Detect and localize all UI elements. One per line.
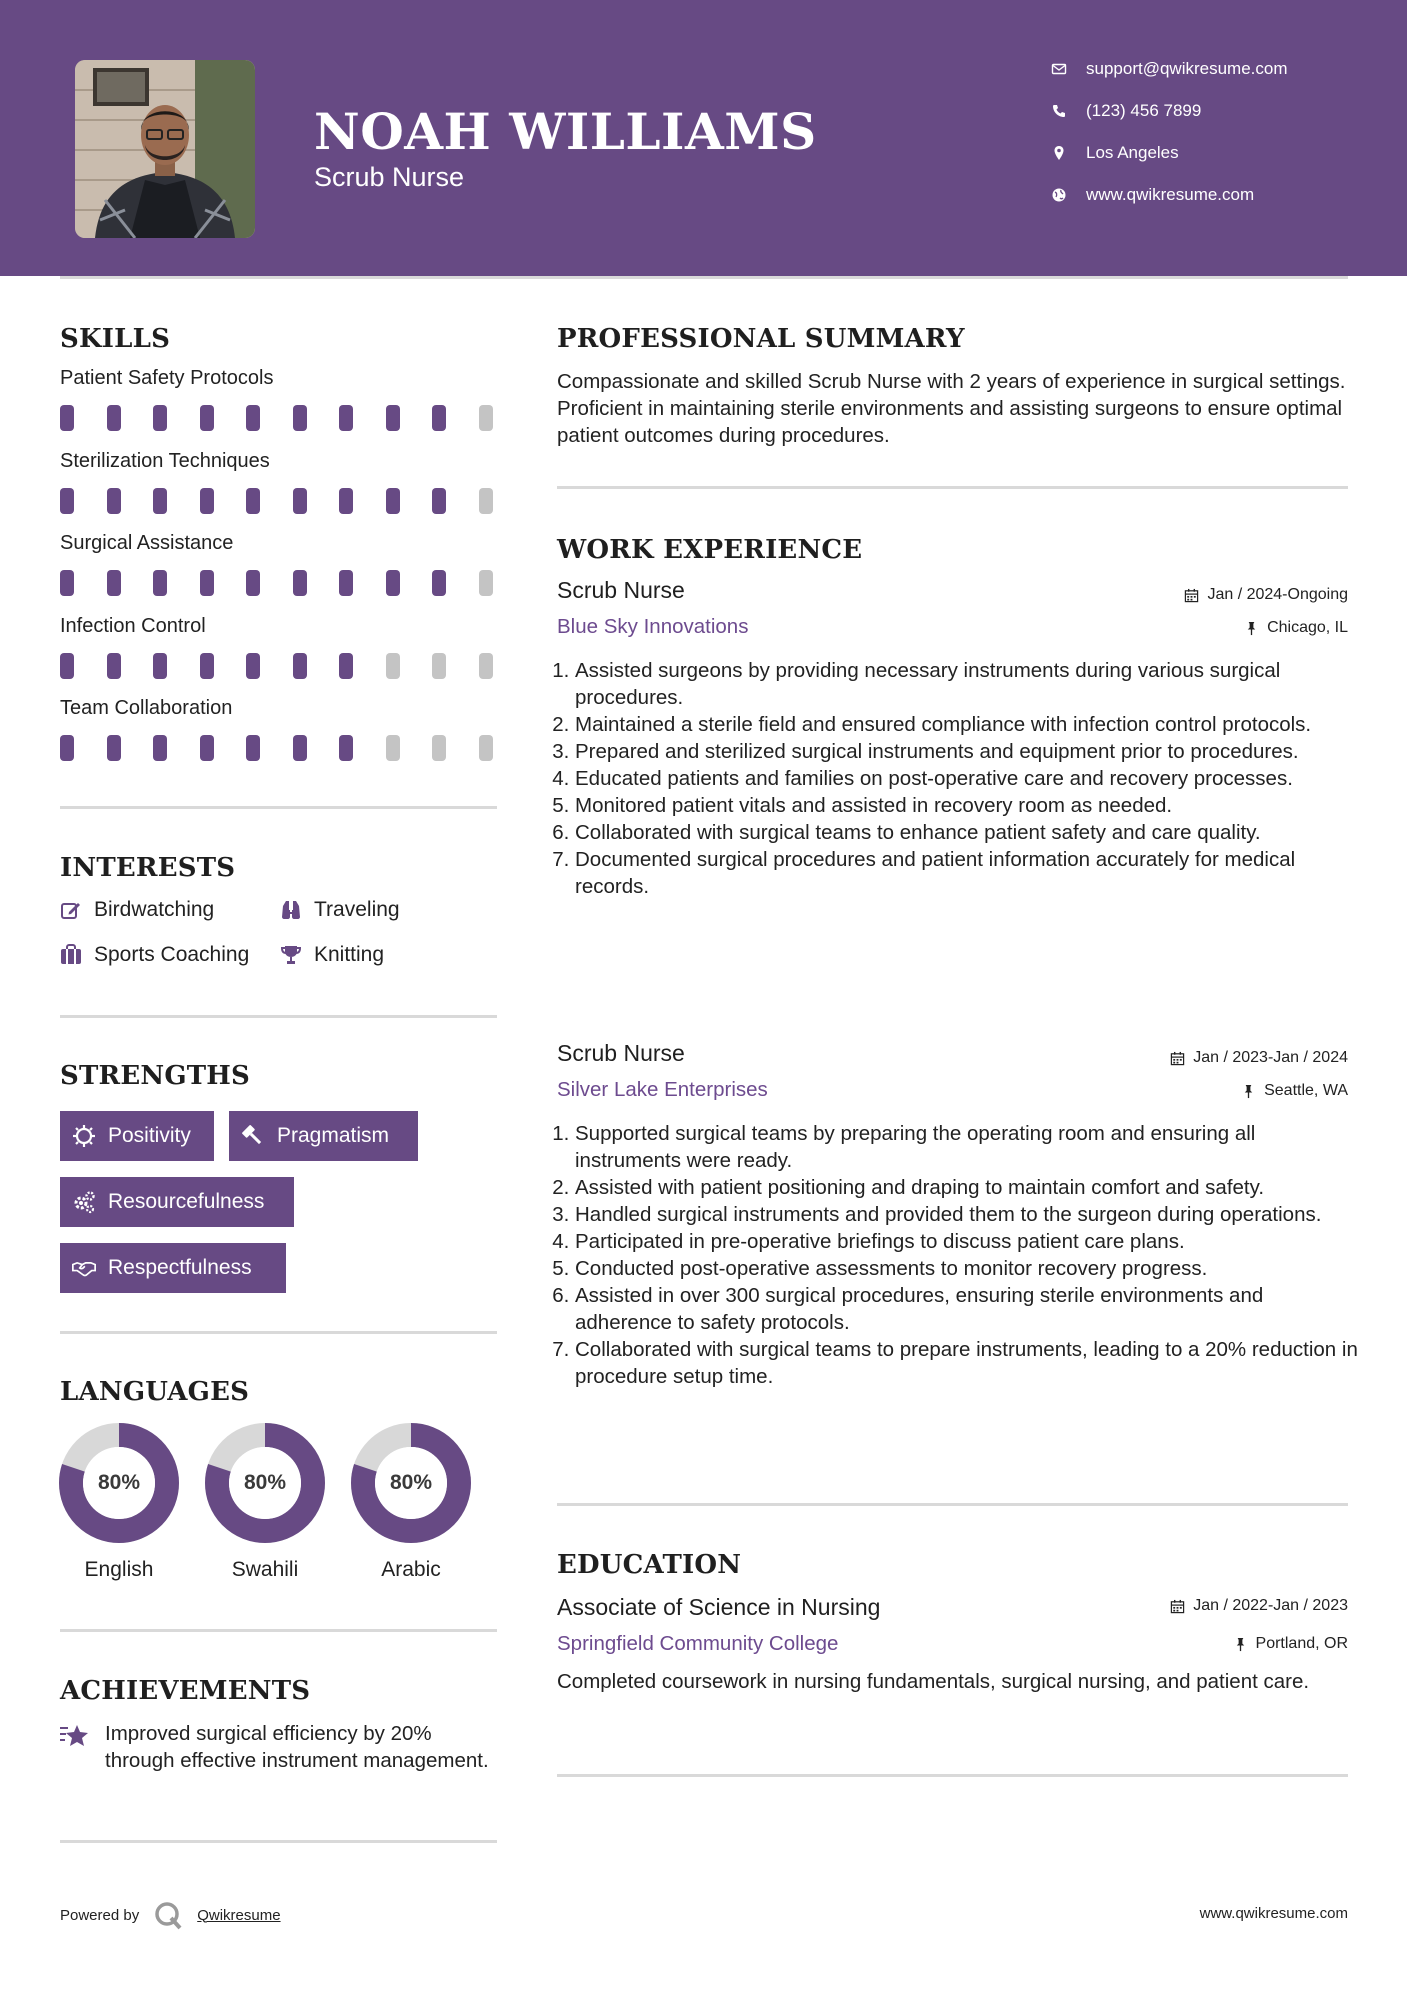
experience-heading: WORK EXPERIENCE [557,535,863,565]
interest-label: Birdwatching [94,898,215,921]
contact-website-text: www.qwikresume.com [1086,185,1255,204]
skill-dot-filled [60,405,74,431]
skill-dot-filled [386,570,400,596]
education-location-text: Portland, OR [1255,1635,1348,1652]
skill-dot-filled [432,405,446,431]
skill-dot-filled [60,488,74,514]
education-date-text: Jan / 2022-Jan / 2023 [1193,1597,1348,1614]
skill-dot-filled [60,570,74,596]
strength-label: Pragmatism [277,1124,390,1147]
education-description: Completed coursework in nursing fundamentals, surgical nursing, and patient care. [557,1670,1310,1693]
gears-icon [72,1190,96,1214]
calendar-icon [1170,1051,1185,1066]
strength-badge [229,1111,418,1161]
contact-location-text: Los Angeles [1086,143,1179,162]
qwikresume-logo-icon [153,1900,183,1930]
summary-heading: PROFESSIONAL SUMMARY [557,324,965,354]
skill-dot-filled [339,735,353,761]
skill-dot-filled [339,653,353,679]
summary-text: Compassionate and skilled Scrub Nurse with 2 years of experience in surgical settings. Proficient in maintaining sterile environments and assisting surgeons to ensure optimal patient outcomes during procedures. [557,370,1346,447]
map-marker-icon [1050,144,1068,162]
skill-dot-filled [246,735,260,761]
contact-phone-text: (123) 456 7899 [1086,101,1202,120]
job-bullet: 2. Assisted with patient positioning and draping to maintain comfort and safety. [575,1174,1365,1201]
languages-divider [60,1629,497,1632]
job-title: Scrub Nurse [557,577,685,603]
skill-dot-empty [479,735,493,761]
skill-dot-filled [107,653,121,679]
job-bullets [557,657,1365,900]
skill-dot-filled [107,735,121,761]
skill-dot-filled [339,488,353,514]
language-ring [203,1421,327,1545]
language-label: Swahili [231,1558,299,1581]
skill-dot-filled [246,405,260,431]
skill-dot-empty [432,653,446,679]
skills-divider [60,806,497,809]
education-heading: EDUCATION [557,1550,742,1580]
job-date [1184,586,1348,604]
skill-dot-empty [479,488,493,514]
gavel-icon [241,1124,265,1148]
globe-icon [1050,186,1068,204]
contact-phone[interactable] [1050,99,1380,123]
strength-badge [60,1243,286,1293]
contact-email-text: support@qwikresume.com [1086,59,1288,78]
job-bullet: 7. Collaborated with surgical teams to prepare instruments, leading to a 20% reduction in procedure setup time. [575,1336,1365,1390]
skill-dot-filled [200,570,214,596]
job-bullet: 5. Conducted post-operative assessments to monitor recovery progress. [575,1255,1365,1282]
skill-dot-filled [339,405,353,431]
profile-photo [75,60,255,238]
job-date-text: Jan / 2024-Ongoing [1207,586,1348,603]
skill-dot-filled [293,735,307,761]
interest-label: Sports Coaching [94,943,250,966]
skills-heading: SKILLS [60,324,171,354]
job-bullet: 7. Documented surgical procedures and patient information accurately for medical records. [575,846,1365,900]
job-location-text: Chicago, IL [1267,619,1348,636]
skill-dot-filled [153,405,167,431]
contact-website[interactable] [1050,183,1380,207]
briefcase-icon [58,942,84,968]
job-location-text: Seattle, WA [1264,1082,1348,1099]
skill-dot-filled [200,653,214,679]
job-location [1241,1082,1348,1100]
experience-divider [557,1503,1348,1506]
achievement-text: Improved surgical efficiency by 20% through effective instrument management. [105,1722,489,1772]
job-bullet: 1. Supported surgical teams by preparing the operating room and ensuring all instruments were ready. [575,1120,1365,1174]
skill-dot-empty [432,735,446,761]
skill-dot-filled [246,570,260,596]
language-label: English [84,1558,154,1581]
qwikresume-link[interactable]: Qwikresume [197,1906,281,1924]
skill-label: Surgical Assistance [60,532,234,554]
skill-dot-empty [479,653,493,679]
language-percent: 80% [97,1471,141,1494]
envelope-icon [1050,60,1068,78]
skill-label: Infection Control [60,614,206,637]
job-bullet: 4. Participated in pre-operative briefings to discuss patient care plans. [575,1228,1365,1255]
job-company: Silver Lake Enterprises [557,1078,768,1101]
job-bullet: 6. Collaborated with surgical teams to enhance patient safety and care quality. [575,819,1365,846]
strength-label: Resourcefulness [108,1190,265,1213]
achievements-divider [60,1840,497,1843]
language-label: Arabic [381,1558,441,1581]
powered-by-text: Powered by [60,1906,140,1924]
education-location [1233,1635,1348,1653]
skill-dot-empty [479,570,493,596]
skill-dot-filled [293,570,307,596]
skill-dot-filled [293,405,307,431]
strength-badge [60,1111,214,1161]
skill-dot-filled [246,653,260,679]
job-date-text: Jan / 2023-Jan / 2024 [1193,1049,1348,1066]
phone-icon [1050,102,1068,120]
skill-label: Patient Safety Protocols [60,367,274,389]
star-award-icon [59,1722,89,1752]
candidate-role: Scrub Nurse [314,162,465,192]
footer-website[interactable]: www.qwikresume.com [1199,1905,1348,1922]
contact-email[interactable] [1050,57,1380,81]
skill-dot-filled [60,735,74,761]
pin-icon [1233,1637,1248,1652]
edit-icon [58,897,84,923]
skill-dot-filled [200,488,214,514]
skill-dot-filled [246,488,260,514]
strength-label: Respectfulness [108,1256,252,1279]
interest-label: Knitting [314,943,385,966]
skill-dot-filled [107,405,121,431]
sun-icon [72,1124,96,1148]
education-degree: Associate of Science in Nursing [557,1594,881,1620]
job-title: Scrub Nurse [557,1040,685,1066]
skill-dot-filled [153,653,167,679]
skill-dot-filled [432,570,446,596]
strength-badge [60,1177,294,1227]
skill-dot-filled [293,488,307,514]
strengths-divider [60,1331,497,1334]
resume-header [0,0,1407,276]
job-bullet: 4. Educated patients and families on post-operative care and recovery processes. [575,765,1365,792]
job-bullets [557,1120,1365,1390]
skill-dot-filled [200,405,214,431]
job-date [1170,1049,1348,1067]
header-divider [60,276,1348,279]
skill-dot-filled [153,488,167,514]
skill-dot-filled [432,488,446,514]
interests-divider [60,1015,497,1018]
skill-dot-filled [107,488,121,514]
language-percent: 80% [243,1471,287,1494]
job-bullet: 6. Assisted in over 300 surgical procedures, ensuring sterile environments and adherence to safety protocols. [575,1282,1365,1336]
contact-location [1050,141,1380,165]
job-bullet: 3. Handled surgical instruments and provided them to the surgeon during operations. [575,1201,1365,1228]
job-bullet: 1. Assisted surgeons by providing necessary instruments during various surgical procedures. [575,657,1365,711]
footer-powered-by [60,1900,281,1930]
summary-divider [557,486,1348,489]
languages-heading: LANGUAGES [60,1377,250,1407]
interest-item [58,942,249,968]
skill-dot-filled [293,653,307,679]
skill-label: Sterilization Techniques [60,449,270,472]
education-date [1170,1597,1348,1615]
skill-dot-filled [107,570,121,596]
education-school: Springfield Community College [557,1632,839,1655]
candidate-name: NOAH WILLIAMS [314,102,817,161]
language-ring [57,1421,181,1545]
job-bullet: 3. Prepared and sterilized surgical instruments and equipment prior to procedures. [575,738,1365,765]
skill-label: Team Collaboration [60,697,233,719]
language-percent: 80% [389,1471,433,1494]
skill-dot-empty [386,653,400,679]
skill-dot-filled [339,570,353,596]
skill-dot-empty [479,405,493,431]
interest-item [278,942,384,968]
calendar-icon [1184,588,1199,603]
strength-label: Positivity [108,1124,191,1147]
pin-icon [1241,1084,1256,1099]
skill-dot-filled [386,488,400,514]
trophy-icon [278,942,304,968]
language-ring [349,1421,473,1545]
handshake-icon [72,1256,96,1280]
interest-item [58,897,214,923]
job-bullet: 2. Maintained a sterile field and ensured compliance with infection control protocols. [575,711,1365,738]
job-bullet: 5. Monitored patient vitals and assisted in recovery room as needed. [575,792,1365,819]
job-location [1244,619,1348,637]
strengths-heading: STRENGTHS [60,1061,251,1091]
interests-heading: INTERESTS [60,853,236,883]
skill-dot-filled [153,735,167,761]
skill-dot-filled [60,653,74,679]
skill-dot-filled [153,570,167,596]
interest-label: Traveling [314,898,400,921]
education-divider [557,1774,1348,1777]
skill-dot-empty [386,735,400,761]
skill-dot-filled [386,405,400,431]
binoculars-icon [278,897,304,923]
achievements-heading: ACHIEVEMENTS [60,1676,311,1706]
pin-icon [1244,621,1259,636]
job-company: Blue Sky Innovations [557,615,749,638]
skill-dot-filled [200,735,214,761]
interest-item [278,897,400,923]
calendar-icon [1170,1599,1185,1614]
